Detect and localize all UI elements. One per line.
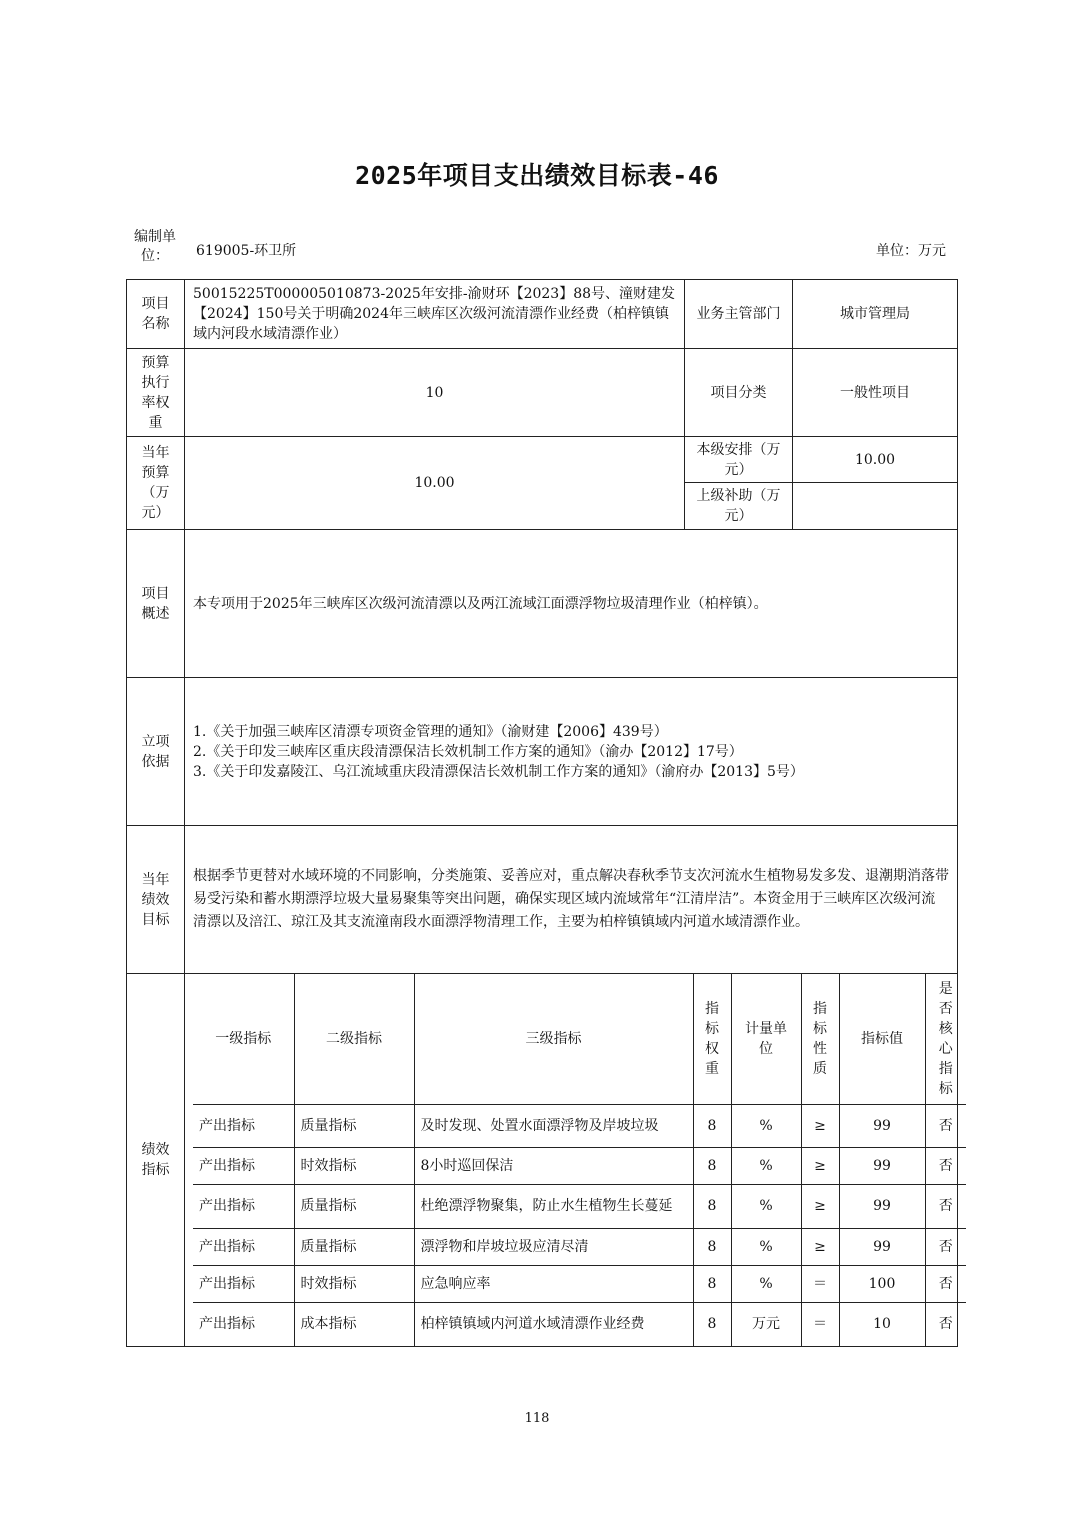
indicator-level3: 杜绝漂浮物聚集，防止水生植物生长蔓延 bbox=[414, 1184, 693, 1228]
project-name-value: 50015225T000005010873-2025年安排-渝财环【2023】88号、潼财建发【2024】150号关于明确2024年三峡库区次级河流清漂作业经费（柏梓镇镇域内河段水域清漂作业） bbox=[185, 280, 685, 349]
page-title: 2025年项目支出绩效目标表-46 bbox=[355, 161, 719, 190]
budget-weight-row bbox=[127, 349, 958, 437]
indicator-unit: % bbox=[731, 1228, 801, 1265]
basis-list bbox=[185, 678, 958, 826]
indicator-core: 否 bbox=[925, 1104, 966, 1147]
indicator-unit: % bbox=[731, 1147, 801, 1184]
indicator-core: 否 bbox=[925, 1228, 966, 1265]
indicator-level1: 产出指标 bbox=[193, 1104, 294, 1147]
indicator-unit: % bbox=[731, 1104, 801, 1147]
budget-weight-value: 10 bbox=[185, 349, 685, 437]
indicator-unit: % bbox=[731, 1265, 801, 1302]
basis-item: 2.《关于印发三峡库区重庆段清漂保洁长效机制工作方案的通知》（渝办【2012】17号） bbox=[193, 743, 743, 760]
indicator-unit: 万元 bbox=[731, 1302, 801, 1346]
indicator-core: 否 bbox=[925, 1302, 966, 1346]
header-level1: 一级指标 bbox=[193, 974, 294, 1104]
local-funding-label: 本级安排（万元） bbox=[685, 437, 793, 483]
indicator-nature: ≥ bbox=[801, 1184, 839, 1228]
indicator-value: 99 bbox=[839, 1228, 925, 1265]
indicator-nature: ＝ bbox=[801, 1265, 839, 1302]
indicator-value: 99 bbox=[839, 1104, 925, 1147]
indicator-table bbox=[193, 974, 966, 1346]
header-weight: 指标权重 bbox=[693, 974, 731, 1104]
goal-label: 当年绩效目标 bbox=[127, 826, 185, 974]
indicator-level1: 产出指标 bbox=[193, 1184, 294, 1228]
upper-funding-value bbox=[793, 483, 958, 530]
indicator-nature: ≥ bbox=[801, 1228, 839, 1265]
indicator-core: 否 bbox=[925, 1184, 966, 1228]
indicators-label: 绩效指标 bbox=[127, 974, 185, 1347]
indicator-weight: 8 bbox=[693, 1184, 731, 1228]
overview-text: 本专项用于2025年三峡库区次级河流清漂以及两江流域江面漂浮物垃圾清理作业（柏梓镇）。 bbox=[185, 530, 958, 678]
indicator-level2: 质量指标 bbox=[294, 1104, 414, 1147]
header-level3: 三级指标 bbox=[414, 974, 693, 1104]
header-value: 指标值 bbox=[839, 974, 925, 1104]
indicator-nature: ≥ bbox=[801, 1104, 839, 1147]
indicator-level1: 产出指标 bbox=[193, 1265, 294, 1302]
indicator-row bbox=[193, 1228, 966, 1265]
dept-value: 城市管理局 bbox=[793, 280, 958, 349]
upper-funding-label: 上级补助（万元） bbox=[685, 483, 793, 530]
header-core: 是否核心指标 bbox=[925, 974, 966, 1104]
indicator-level1: 产出指标 bbox=[193, 1147, 294, 1184]
header-level2: 二级指标 bbox=[294, 974, 414, 1104]
indicator-weight: 8 bbox=[693, 1104, 731, 1147]
page-number: 118 bbox=[524, 1411, 550, 1426]
indicator-weight: 8 bbox=[693, 1147, 731, 1184]
indicator-nature: ≥ bbox=[801, 1147, 839, 1184]
indicator-level2: 质量指标 bbox=[294, 1228, 414, 1265]
indicator-weight: 8 bbox=[693, 1302, 731, 1346]
indicator-level2: 时效指标 bbox=[294, 1147, 414, 1184]
indicator-value: 99 bbox=[839, 1147, 925, 1184]
indicator-weight: 8 bbox=[693, 1265, 731, 1302]
budget-weight-label: 预算执行率权重 bbox=[127, 349, 185, 437]
indicator-row bbox=[193, 1104, 966, 1147]
local-funding-value: 10.00 bbox=[793, 437, 958, 483]
indicator-row bbox=[193, 1147, 966, 1184]
basis-row bbox=[127, 678, 958, 826]
indicator-level1: 产出指标 bbox=[193, 1302, 294, 1346]
indicator-level3: 8小时巡回保洁 bbox=[414, 1147, 693, 1184]
indicator-header-row bbox=[193, 974, 966, 1104]
annual-budget-row bbox=[127, 437, 958, 483]
basis-item: 3.《关于印发嘉陵江、乌江流域重庆段清漂保洁长效机制工作方案的通知》（渝府办【2013】5号） bbox=[193, 763, 804, 780]
indicator-level3: 漂浮物和岸坡垃圾应清尽清 bbox=[414, 1228, 693, 1265]
performance-table bbox=[126, 279, 958, 1347]
overview-row bbox=[127, 530, 958, 678]
indicator-level1: 产出指标 bbox=[193, 1228, 294, 1265]
unit-value: 619005-环卫所 bbox=[196, 243, 297, 259]
category-value: 一般性项目 bbox=[793, 349, 958, 437]
indicator-unit: % bbox=[731, 1184, 801, 1228]
basis-label: 立项依据 bbox=[127, 678, 185, 826]
indicator-level3: 柏梓镇镇域内河道水域清漂作业经费 bbox=[414, 1302, 693, 1346]
indicator-level2: 时效指标 bbox=[294, 1265, 414, 1302]
indicator-level3: 及时发现、处置水面漂浮物及岸坡垃圾 bbox=[414, 1104, 693, 1147]
header-unit: 计量单位 bbox=[731, 974, 801, 1104]
indicator-row bbox=[193, 1265, 966, 1302]
indicator-level3: 应急响应率 bbox=[414, 1265, 693, 1302]
category-label: 项目分类 bbox=[685, 349, 793, 437]
indicators-row bbox=[127, 974, 958, 1347]
header-nature: 指标性质 bbox=[801, 974, 839, 1104]
unit-label: 编制单位： bbox=[134, 229, 176, 264]
unit-header bbox=[126, 216, 956, 278]
goal-text: 根据季节更替对水域环境的不同影响，分类施策、妥善应对，重点解决春秋季节支次河流水生植物易发多发、退潮期消落带易受污染和蓄水期漂浮垃圾大量易聚集等突出问题，确保实现区域内流域常年“江清岸洁”。本资金用于三峡库区次级河流清漂以及涪江、琼江及其支流潼南段水面漂浮物清理工作，主要为柏梓镇镇域内河道水域清漂作业。 bbox=[185, 826, 958, 974]
project-name-label: 项目名称 bbox=[127, 280, 185, 349]
indicator-weight: 8 bbox=[693, 1228, 731, 1265]
indicator-nature: ＝ bbox=[801, 1302, 839, 1346]
annual-budget-label: 当年预算（万元） bbox=[127, 437, 185, 530]
indicators-cell bbox=[185, 974, 958, 1347]
indicator-value: 100 bbox=[839, 1265, 925, 1302]
goal-row bbox=[127, 826, 958, 974]
indicator-core: 否 bbox=[925, 1147, 966, 1184]
basis-item: 1.《关于加强三峡库区清漂专项资金管理的通知》（渝财建【2006】439号） bbox=[193, 723, 668, 740]
indicator-row bbox=[193, 1302, 966, 1346]
indicator-row bbox=[193, 1184, 966, 1228]
indicator-level2: 成本指标 bbox=[294, 1302, 414, 1346]
overview-label: 项目概述 bbox=[127, 530, 185, 678]
indicator-core: 否 bbox=[925, 1265, 966, 1302]
project-name-row bbox=[127, 280, 958, 349]
currency-label: 单位：万元 bbox=[876, 243, 946, 259]
dept-label: 业务主管部门 bbox=[685, 280, 793, 349]
indicator-level2: 质量指标 bbox=[294, 1184, 414, 1228]
indicator-value: 99 bbox=[839, 1184, 925, 1228]
annual-budget-value: 10.00 bbox=[185, 437, 685, 530]
indicator-value: 10 bbox=[839, 1302, 925, 1346]
